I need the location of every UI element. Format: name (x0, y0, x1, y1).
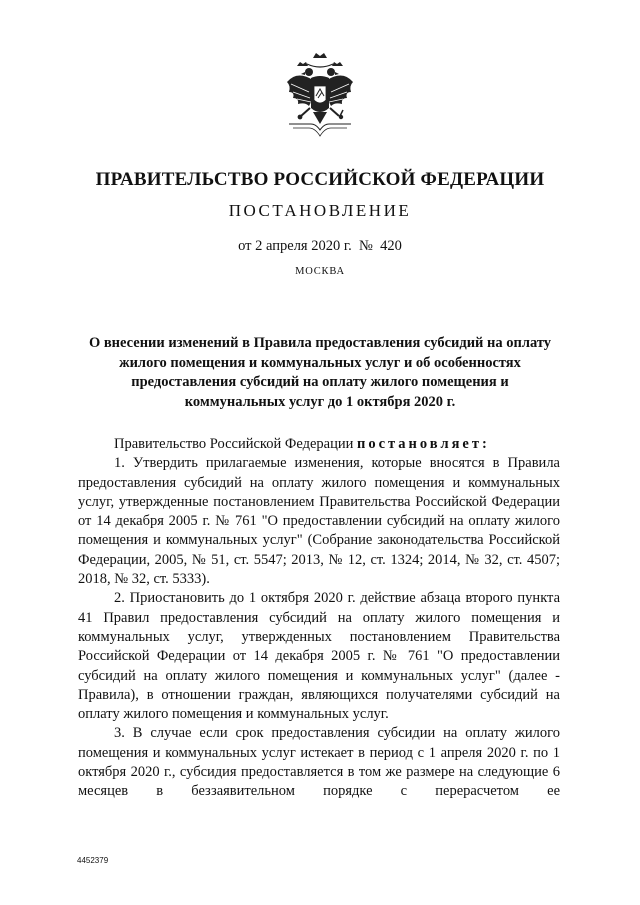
document-id: 4452379 (77, 856, 109, 865)
document-title: О внесении изменений в Правила предоставления субсидий на оплату жилого помещения и коммунальных услуг и об особенностях предоставления субсидий на оплату жилого помещения и коммунальных услуг до 1 октября 2020 г. (88, 335, 552, 410)
document-date-number: от 2 апреля 2020 г. № 420 (238, 238, 402, 254)
intro-text: Правительство Российской Федерации (114, 436, 357, 452)
intro-paragraph (78, 435, 560, 454)
paragraph-1: 1. Утвердить прилагаемые изменения, которые вносятся в Правила предоставления субсидий на оплату жилого помещения и коммунальных услуг, утвержденные постановлением Правительства Российской Федерации от 14 декабря 2005 г. № 761 "О предоставлении субсидий на оплату жилого помещения и коммунальных услуг" (Собрание законодательства Российской Федерации, 2005, № 51, ст. 5547; 2013, № 12, ст. 1324; 2014, № 32, ст. 4507; 2018, № 32, ст. 5333). (78, 455, 560, 588)
government-name: ПРАВИТЕЛЬСТВО РОССИЙСКОЙ ФЕДЕРАЦИИ (95, 169, 545, 190)
coat-of-arms-icon (283, 52, 357, 140)
intro-emphasis: постановляет: (356, 436, 490, 452)
document-type: ПОСТАНОВЛЕНИЕ (228, 201, 412, 220)
document-city: МОСКВА (295, 266, 345, 277)
paragraph-2: 2. Приостановить до 1 октября 2020 г. действие абзаца второго пункта 41 Правил предоставления субсидий на оплату жилого помещения и коммунальных услуг, утвержденных постановлением Правительства Российской Федерации от 14 декабря 2005 г. № 761 "О предоставлении субсидий на оплату жилого помещения и коммунальных услуг" (далее - Правила), в отношении граждан, являющихся получателями субсидий на оплату жилого помещения и коммунальных услуг. (78, 590, 560, 723)
paragraph-3: 3. В случае если срок предоставления субсидии на оплату жилого помещения и коммунальных услуг истекает в период с 1 апреля 2020 г. по 1 октября 2020 г., субсидия предоставляется в том же размере на следующие 6 месяцев в беззаявительном порядке с перерасчетом ее (78, 725, 560, 800)
document-body (78, 435, 560, 802)
